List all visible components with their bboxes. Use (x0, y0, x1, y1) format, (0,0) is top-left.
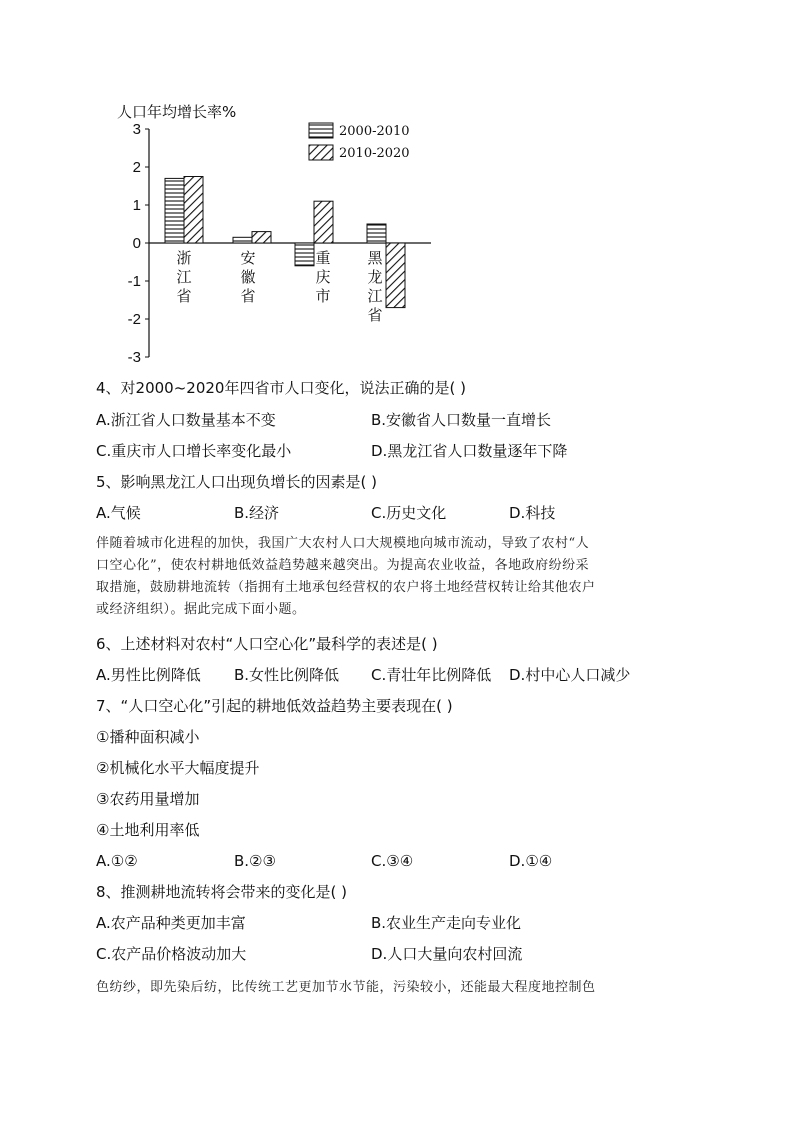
bar (295, 243, 314, 266)
legend-label: 2010-2020 (339, 146, 410, 161)
bar (233, 237, 252, 243)
legend-label: 2000-2010 (339, 124, 410, 139)
q7-option-d: D.①④ (509, 852, 553, 870)
bar (184, 177, 203, 244)
passage-line: 或经济组织）。据此完成下面小题。 (96, 602, 306, 617)
y-tick-label: 1 (132, 197, 141, 214)
passage-line: 伴随着城市化进程的加快，我国广大农村人口大规模地向城市流动，导致了农村“人 (96, 536, 590, 551)
q7-item-1: ①播种面积减小 (96, 728, 200, 746)
q8-option-c: C.农产品价格波动加大 (96, 945, 247, 963)
category-label: 重庆市 (315, 249, 331, 305)
q5-option-a: A.气候 (96, 504, 141, 522)
bar (367, 224, 386, 243)
q6-option-c: C.青壮年比例降低 (371, 666, 492, 684)
q8-stem: 8、推测耕地流转将会带来的变化是( ) (96, 883, 348, 901)
q8-option-d: D.人口大量向农村回流 (371, 945, 523, 963)
q4-option-c: C.重庆市人口增长率变化最小 (96, 442, 292, 460)
category-label: 黑龙江省 (367, 249, 383, 324)
passage-line: 口空心化”，使农村耕地低效益趋势越来越突出。为提高农业收益，各地政府纷纷采 (96, 558, 590, 573)
q7-stem: 7、“人口空心化”引起的耕地低效益趋势主要表现在( ) (96, 697, 453, 715)
q7-item-2: ②机械化水平大幅度提升 (96, 759, 260, 777)
y-tick-label: -1 (127, 273, 141, 290)
y-axis-label: 人口年均增长率% (117, 103, 237, 121)
q6-option-a: A.男性比例降低 (96, 666, 201, 684)
legend-swatch (309, 145, 333, 160)
next-passage-fragment (96, 977, 700, 999)
bar (314, 201, 333, 243)
q6-option-b: B.女性比例降低 (234, 666, 340, 684)
passage-line: 取措施，鼓励耕地流转（指拥有土地承包经营权的农户将土地经营权转让给其他农户 (96, 580, 596, 595)
category-label: 安徽省 (240, 249, 256, 305)
y-tick-label: -3 (127, 349, 141, 366)
q7-option-a: A.①② (96, 852, 138, 870)
q6-stem: 6、上述材料对农村“人口空心化”最科学的表述是( ) (96, 635, 438, 653)
population-growth-chart (105, 95, 445, 370)
y-tick-label: -2 (127, 311, 141, 328)
chart-svg (105, 95, 445, 370)
q7-item-4: ④土地利用率低 (96, 821, 200, 839)
q5-option-c: C.历史文化 (371, 504, 447, 522)
bar (165, 178, 184, 243)
q5-option-b: B.经济 (234, 504, 280, 522)
y-tick-label: 2 (132, 159, 141, 176)
q4-option-b: B.安徽省人口数量一直增长 (371, 411, 552, 429)
reading-passage (96, 533, 700, 621)
q7-option-c: C.③④ (371, 852, 414, 870)
q8-option-b: B.农业生产走向专业化 (371, 914, 522, 932)
q7-item-3: ③农药用量增加 (96, 790, 200, 808)
q8-option-a: A.农产品种类更加丰富 (96, 914, 246, 932)
category-label: 浙江省 (176, 249, 192, 305)
y-tick-label: 3 (132, 121, 141, 138)
q7-option-b: B.②③ (234, 852, 276, 870)
q5-option-d: D.科技 (509, 504, 556, 522)
q4-option-d: D.黑龙江省人口数量逐年下降 (371, 442, 568, 460)
q6-option-d: D.村中心人口减少 (509, 666, 631, 684)
q5-stem: 5、影响黑龙江人口出现负增长的因素是( ) (96, 473, 378, 491)
q4-option-a: A.浙江省人口数量基本不变 (96, 411, 276, 429)
y-tick-label: 0 (132, 235, 141, 252)
bar (252, 232, 271, 243)
passage-line: 色纺纱，即先染后纺，比传统工艺更加节水节能，污染较小，还能最大程度地控制色 (96, 980, 596, 995)
q4-stem: 4、对2000~2020年四省市人口变化，说法正确的是( ) (96, 379, 466, 397)
legend-swatch (309, 123, 333, 138)
bar (386, 243, 405, 308)
